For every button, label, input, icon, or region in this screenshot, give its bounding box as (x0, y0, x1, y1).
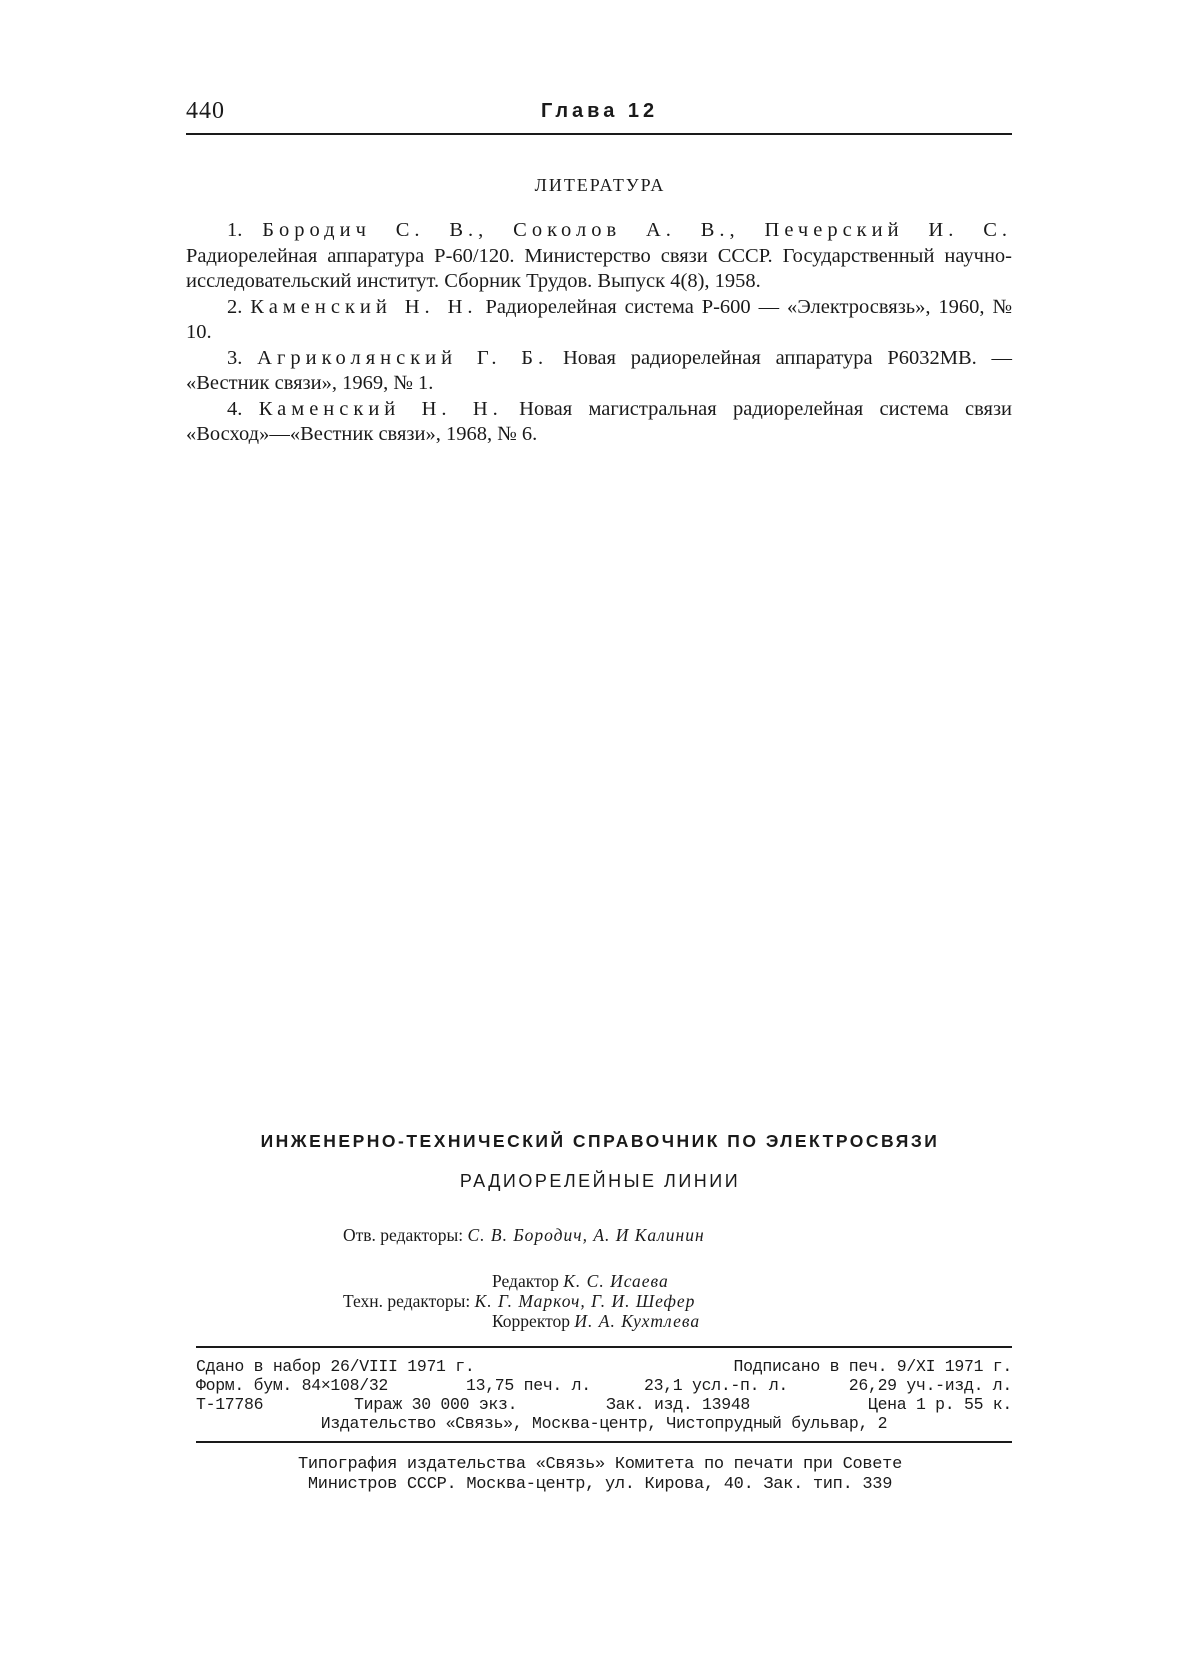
reference-text: Радиорелейная система Р-600 — «Электросвязь», 1960, № 10. (186, 295, 1013, 343)
reference-item (186, 218, 1012, 295)
print-row (196, 1357, 1012, 1376)
reference-number: 1. (227, 219, 243, 241)
print-details (196, 1357, 1012, 1433)
literature-heading: ЛИТЕРАТУРА (534, 175, 666, 195)
tech-editors: К. Г. Маркоч, Г. И. Шефер (474, 1291, 696, 1311)
editor-line (492, 1271, 669, 1292)
series-title: ИНЖЕНЕРНО-ТЕХНИЧЕСКИЙ СПРАВОЧНИК ПО ЭЛЕКТРОСВЯЗИ (260, 1131, 940, 1151)
conventional-sheets: 23,1 усл.-п. л. (644, 1376, 789, 1395)
page-number: 440 (186, 98, 225, 124)
tech-editors-line (343, 1291, 695, 1312)
reference-authors: Бородич С. В., Соколов А. В., Печерский И. С. (262, 219, 1013, 241)
reference-authors: Каменский Н. Н. (250, 295, 478, 318)
reference-number: 3. (227, 346, 243, 369)
publisher-order: Зак. изд. 13948 (606, 1395, 751, 1414)
reference-text: Новая магистральная радиорелейная система связи «Восход»—«Вестник связи», 1968, № 6. (186, 397, 1013, 445)
imprint-bottom-rule (196, 1441, 1012, 1443)
price: Цена 1 р. 55 к. (867, 1395, 1012, 1414)
book-title: РАДИОРЕЛЕЙНЫЕ ЛИНИИ (459, 1171, 741, 1191)
reference-item (186, 346, 1012, 397)
printed-sheets: 13,75 печ. л. (466, 1376, 591, 1395)
reference-text: Новая радиорелейная аппаратура Р6032МВ. — «Вестник связи», 1969, № 1. (186, 346, 1013, 394)
running-head (186, 98, 1012, 130)
reference-list (186, 218, 1012, 448)
responsible-editors: С. В. Бородич, А. И Калинин (467, 1225, 705, 1245)
editor-name: К. С. Исаева (563, 1271, 669, 1291)
proofreader-label: Корректор (492, 1311, 571, 1331)
circulation: Тираж 30 000 экз. (354, 1395, 518, 1414)
proofreader-line (492, 1311, 700, 1332)
printer-line: Типография издательства «Связь» Комитета по печати при Совете (297, 1455, 902, 1474)
printer-line: Министров СССР. Москва-центр, ул. Кирова, 40. Зак. тип. 339 (307, 1475, 893, 1494)
reference-authors: Каменский Н. Н. (258, 397, 503, 420)
submitted-date: Сдано в набор 26/VIII 1971 г. (196, 1357, 475, 1376)
reference-authors: Агриколянский Г. Б. (257, 346, 549, 369)
plan-code: Т-17786 (196, 1395, 264, 1414)
publishing-sheets: 26,29 уч.-изд. л. (848, 1376, 1012, 1395)
print-row (196, 1395, 1012, 1414)
proofreader-name: И. А. Кухтлева (574, 1311, 701, 1331)
tech-editors-label: Техн. редакторы: (343, 1291, 471, 1311)
reference-number: 4. (227, 397, 243, 420)
publisher-line: Издательство «Связь», Москва-центр, Чистопрудный бульвар, 2 (320, 1414, 888, 1433)
printer-info (0, 1455, 1200, 1495)
paper-format: Форм. бум. 84×108/32 (196, 1376, 389, 1395)
header-rule (186, 133, 1012, 135)
editor-label: Редактор (492, 1271, 559, 1291)
chapter-title: Глава 12 (541, 100, 659, 122)
responsible-editors-label: Отв. редакторы: (343, 1225, 464, 1245)
responsible-editors-line (343, 1225, 705, 1246)
imprint-top-rule (196, 1346, 1012, 1348)
print-row (196, 1376, 1012, 1395)
signed-date: Подписано в печ. 9/XI 1971 г. (733, 1357, 1012, 1376)
reference-item (186, 397, 1012, 448)
reference-number: 2. (227, 295, 243, 318)
reference-item (186, 295, 1012, 346)
reference-text: Радиорелейная аппаратура Р-60/120. Министерство связи СССР. Государственный научно-исследовательский институт. Сборник Трудов. Выпуск 4(8), 1958. (186, 244, 1012, 292)
